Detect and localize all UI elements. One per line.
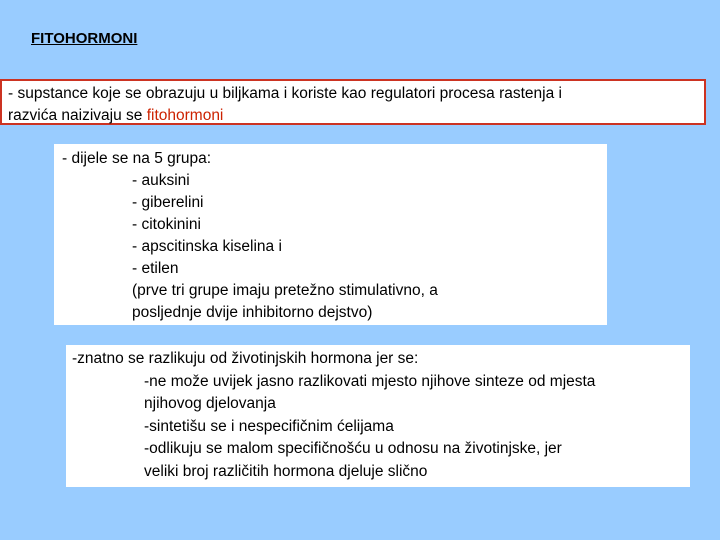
group-item: - apscitinska kiselina i [132,238,282,255]
difference-line: veliki broj različitih hormona djeluje slično [144,462,428,480]
group-item: - giberelini [132,194,204,211]
groups-intro: - dijele se na 5 grupa: [62,150,212,167]
group-item: - auksini [132,172,190,189]
definition-line-2-text: razvića naizivaju se [8,107,147,124]
groups-note-line-2: posljednje dvije inhibitorno dejstvo) [132,304,373,321]
differences-intro: -znatno se razlikuju od životinjskih hormona jer se: [72,350,419,367]
groups-note-line-1: (prve tri grupe imaju pretežno stimulativno, a [132,282,438,299]
definition-line-2 [8,105,698,127]
definition-highlight: fitohormoni [146,107,224,124]
difference-line: -ne može uvijek jasno razlikovati mjesto njihove sinteze od mjesta [144,372,596,390]
definition-box [0,79,706,125]
difference-line: njihovog djelovanja [144,395,276,412]
group-item: - etilen [132,260,179,277]
groups-box [54,144,607,325]
difference-line: -odlikuju se malom specifičnošću u odnosu na životinjske, jer [144,440,562,457]
slide-title: FITOHORMONI [31,30,138,47]
difference-line: -sintetišu se i nespecifičnim ćelijama [144,417,394,435]
group-item: - citokinini [132,216,201,233]
differences-box [66,345,690,487]
definition-line-1: - supstance koje se obrazuju u biljkama i koriste kao regulatori procesa rastenja i [8,85,562,102]
